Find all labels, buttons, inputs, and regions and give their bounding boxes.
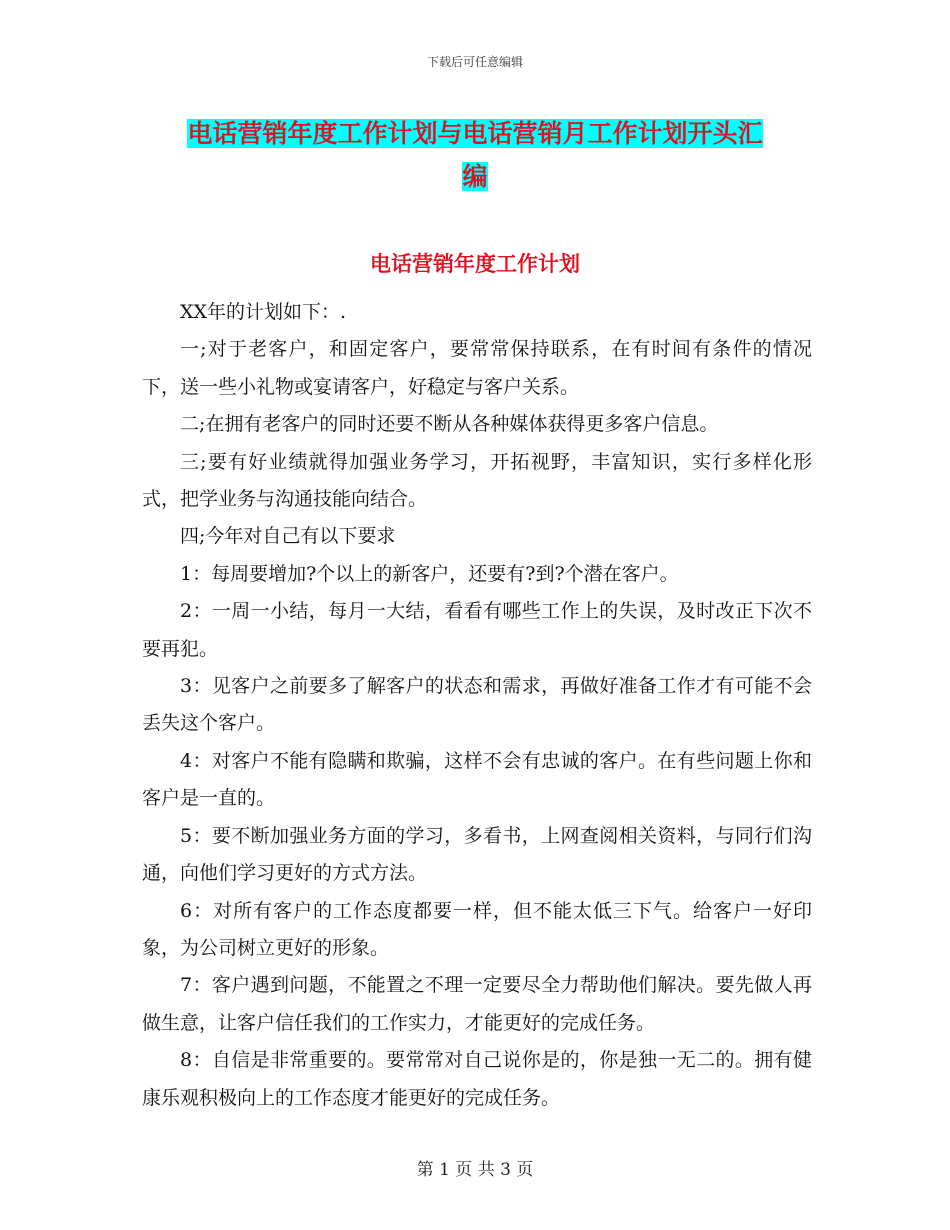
paragraph-requirement-1: 1：每周要增加?个以上的新客户，还要有?到?个潜在客户。	[180, 562, 679, 585]
paragraph-requirement-7: 7：客户遇到问题，不能置之不理一定要尽全力帮助他们解决。要先做人再做生意，让客户信任我们的工作实力，才能更好的完成任务。	[142, 974, 812, 1034]
paragraph-item-three: 三;要有好业绩就得加强业务学习，开拓视野，丰富知识，实行多样化形式，把学业务与沟通技能向结合。	[142, 450, 812, 511]
paragraph-requirement-5: 5：要不断加强业务方面的学习，多看书，上网查阅相关资料，与同行们沟通，向他们学习更好的方式方法。	[142, 824, 812, 885]
paragraph-requirement-3: 3：见客户之前要多了解客户的状态和需求，再做好准备工作才有可能不会丢失这个客户。	[142, 675, 812, 735]
section-heading: 电话营销年度工作计划	[370, 252, 580, 276]
document-title	[0, 112, 950, 198]
paragraph-item-four: 四;今年对自己有以下要求	[180, 525, 396, 548]
page-footer-indicator: 第 1 页 共 3 页	[416, 1160, 534, 1180]
paragraph-requirement-6: 6：对所有客户的工作态度都要一样，但不能太低三下气。给客户一好印象，为公司树立更好的形象。	[142, 899, 812, 959]
paragraph-intro: XX年的计划如下：.	[180, 301, 347, 323]
paragraph-item-two: 二;在拥有老客户的同时还要不断从各种媒体获得更多客户信息。	[180, 413, 719, 436]
page-header-note: 下载后可任意编辑	[426, 55, 523, 69]
document-title-line-1: 电话营销年度工作计划与电话营销月工作计划开头汇	[187, 119, 763, 148]
paragraph-item-one: 一;对于老客户，和固定客户，要常常保持联系，在有时间有条件的情况下，送一些小礼物或宴请客户，好稳定与客户关系。	[142, 338, 812, 398]
paragraph-requirement-8: 8：自信是非常重要的。要常常对自己说你是的，你是独一无二的。拥有健康乐观积极向上的工作态度才能更好的完成任务。	[142, 1049, 812, 1109]
document-title-line-2: 编	[462, 162, 488, 191]
paragraph-requirement-4: 4：对客户不能有隐瞒和欺骗，这样不会有忠诚的客户。在有些问题上你和客户是一直的。	[142, 749, 812, 810]
paragraph-requirement-2: 2：一周一小结，每月一大结，看看有哪些工作上的失误，及时改正下次不要再犯。	[142, 600, 812, 660]
document-body	[142, 294, 812, 1117]
